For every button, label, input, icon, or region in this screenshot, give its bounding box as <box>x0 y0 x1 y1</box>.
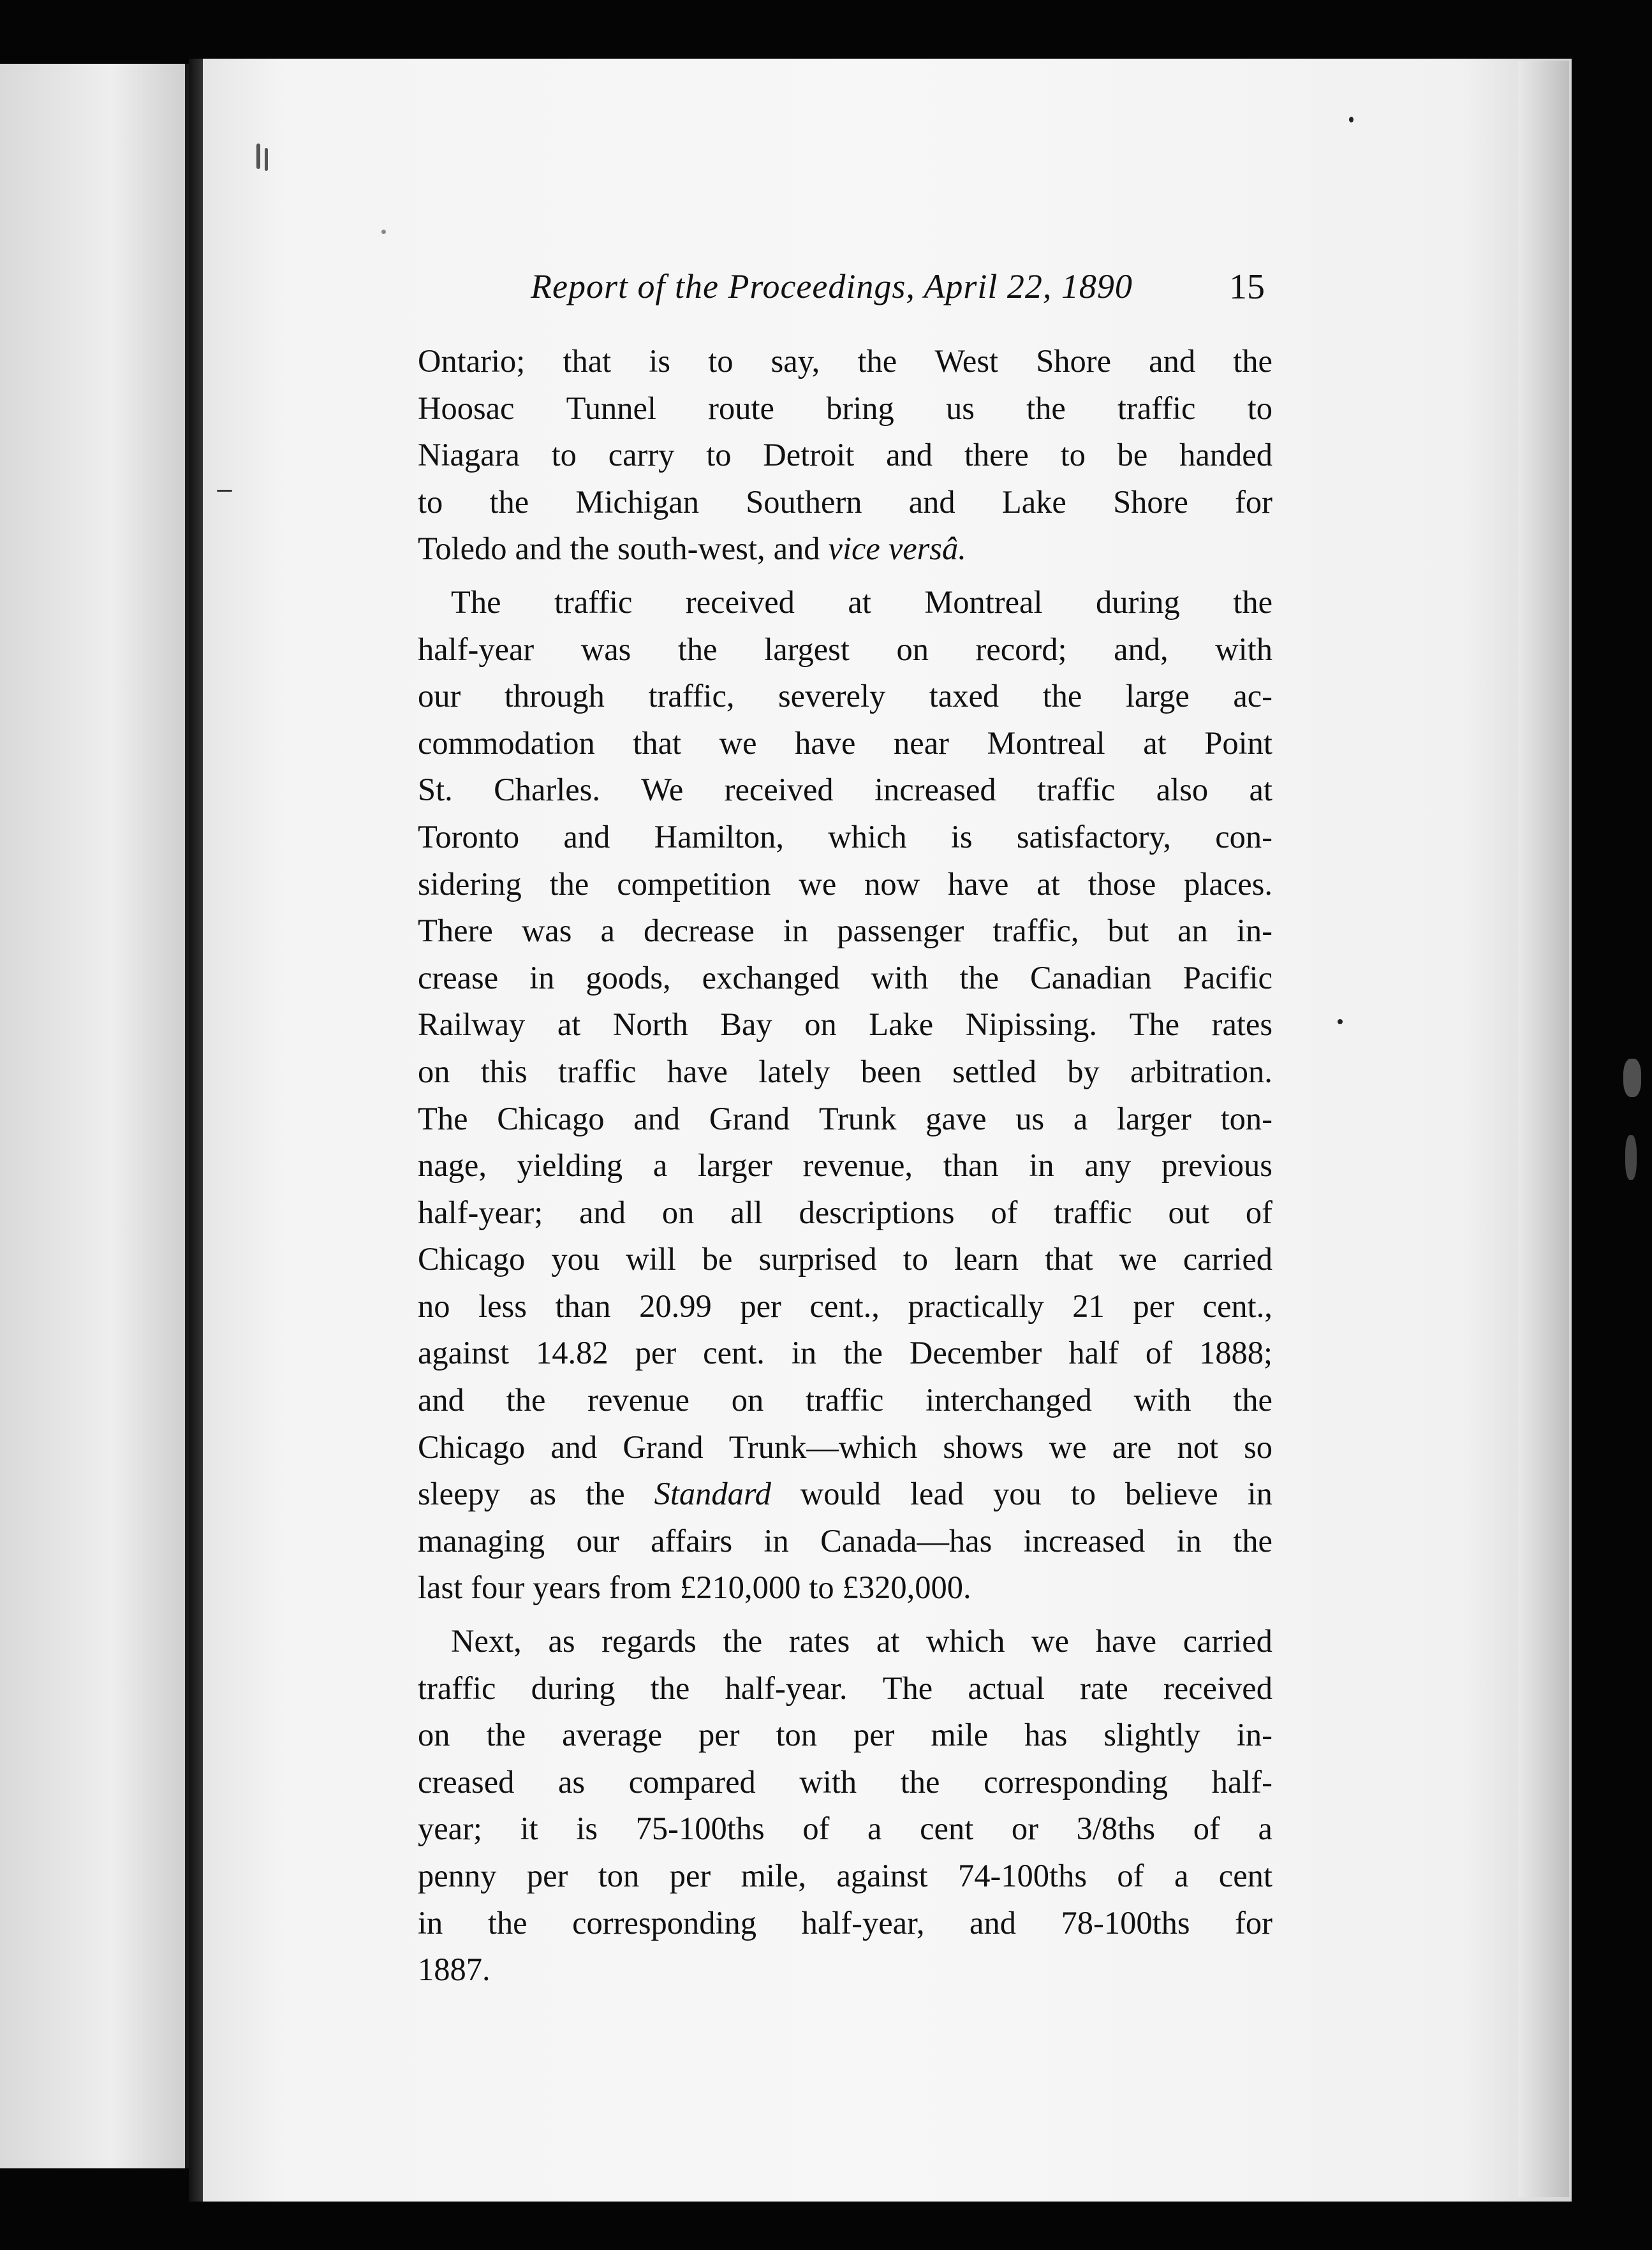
text-line: commodation that we have near Montreal at Point <box>418 724 1272 761</box>
scan-speck <box>1625 1135 1637 1180</box>
text-line: Railway at North Bay on Lake Nipissing. The rates <box>418 1006 1272 1043</box>
previous-page-edge <box>0 64 189 2168</box>
page-fore-edge <box>1518 61 1569 2197</box>
text-line: against 14.82 per cent. in the December half of 1888; <box>418 1335 1272 1371</box>
text-line: Hoosac Tunnel route bring us the traffic to <box>418 390 1272 426</box>
scan-speck <box>381 230 386 234</box>
text-line: There was a decrease in passenger traffic, but an in- <box>418 913 1272 949</box>
running-title: Report of the Proceedings, April 22, 1890 <box>531 267 1133 305</box>
scan-speck <box>256 143 260 169</box>
text-line: Toronto and Hamilton, which is satisfactory, con- <box>418 818 1272 855</box>
text-line: St. Charles. We received increased traffic also at <box>418 772 1272 808</box>
text-line: year; it is 75-100ths of a cent or 3/8ths of a <box>418 1811 1272 1847</box>
scan-speck <box>1338 1019 1343 1024</box>
text-line: no less than 20.99 per cent., practically 21 per cent., <box>418 1288 1272 1324</box>
running-header <box>531 267 1277 318</box>
text-line: and the revenue on traffic interchanged with the <box>418 1382 1272 1418</box>
text-line: on this traffic have lately been settled by arbitration. <box>418 1053 1272 1089</box>
text-line: penny per ton per mile, against 74-100ths of a cent <box>418 1858 1272 1893</box>
text-line: crease in goods, exchanged with the Canadian Pacific <box>418 959 1272 996</box>
text-line: traffic during the half-year. The actual rate received <box>418 1670 1272 1706</box>
text-line: The Chicago and Grand Trunk gave us a larger ton- <box>418 1100 1272 1136</box>
text-line: nage, yielding a larger revenue, than in any previous <box>418 1147 1272 1184</box>
scan-speck <box>1623 1059 1641 1097</box>
scan-speck <box>265 148 268 171</box>
text-line: Ontario; that is to say, the West Shore and the <box>418 343 1272 379</box>
text-line: on the average per ton per mile has slightly in- <box>418 1717 1272 1753</box>
text-line: Niagara to carry to Detroit and there to be handed <box>418 437 1272 473</box>
text-line: The traffic received at Montreal during the <box>451 584 1272 620</box>
paragraph-gap <box>418 573 1272 579</box>
text-line: our through traffic, severely taxed the large ac- <box>418 678 1272 714</box>
text-line: managing our affairs in Canada—has increased in the <box>418 1522 1272 1559</box>
text-line: Next, as regards the rates at which we have carried <box>451 1623 1272 1659</box>
text-line: Toledo and the south-west, and vice versâ. <box>418 531 966 567</box>
text-line: half-year was the largest on record; and, with <box>418 631 1272 667</box>
text-line: Chicago you will be surprised to learn that we carried <box>418 1241 1272 1277</box>
text-line: half-year; and on all descriptions of traffic out of <box>418 1194 1272 1230</box>
text-line: in the corresponding half-year, and 78-100ths for <box>418 1904 1272 1941</box>
text-line: 1887. <box>418 1952 490 1988</box>
scan-speck <box>217 490 232 492</box>
paragraph-gap <box>418 1612 1272 1618</box>
text-line: creased as compared with the corresponding half- <box>418 1763 1272 1800</box>
scan-speck <box>1349 117 1353 122</box>
page-number: 15 <box>1229 267 1265 307</box>
text-line: last four years from £210,000 to £320,000. <box>418 1570 971 1606</box>
text-line: sidering the competition we now have at those places. <box>418 865 1272 902</box>
text-line: sleepy as the Standard would lead you to believe in <box>418 1476 1272 1512</box>
text-line: Chicago and Grand Trunk—which shows we are not so <box>418 1429 1272 1465</box>
text-line: to the Michigan Southern and Lake Shore for <box>418 483 1272 520</box>
body-text <box>418 338 1272 1994</box>
